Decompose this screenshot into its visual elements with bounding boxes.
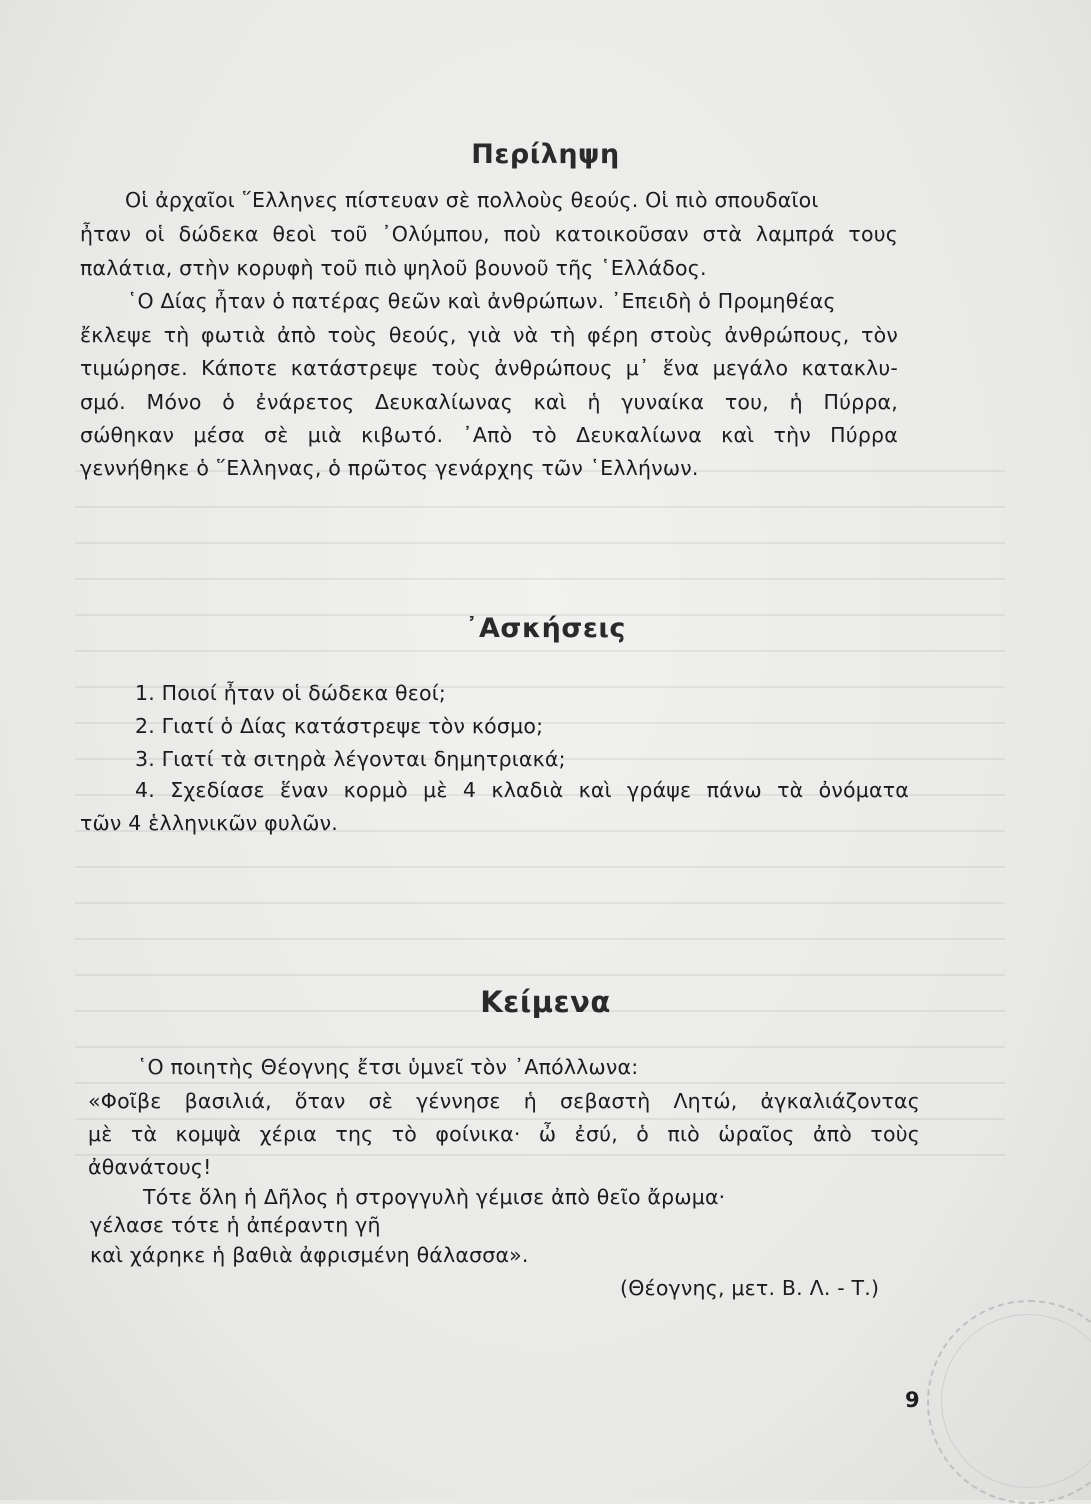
summary-line: ῾Ο Δίας ἦταν ὁ πατέρας θεῶν καὶ ἀνθρώπων. ᾽Επειδὴ ὁ Προμηθέας [127, 289, 836, 313]
exercise-item: 2. Γιατί ὁ Δίας κατάστρεψε τὸν κόσμο; [135, 714, 544, 738]
text-line: ῾Ο ποιητὴς Θέογνης ἔτσι ὑμνεῖ τὸν ᾽Απόλλωνα: [137, 1055, 639, 1079]
text-line: καὶ χάρηκε ἡ βαθιὰ ἀφρισμένη θάλασσα». [90, 1243, 529, 1267]
citation: (Θέογνης, μετ. Β. Λ. - Τ.) [620, 1276, 880, 1300]
summary-line: σμό. Μόνο ὁ ἐνάρετος Δευκαλίωνας καὶ ἡ γυναίκα του, ἡ Πύρρα, [80, 390, 898, 414]
library-stamp [927, 1300, 1091, 1504]
exercise-item: 4. Σχεδίασε ἕναν κορμὸ μὲ 4 κλαδιὰ καὶ γράψε πάνω τὰ ὀνόματα [135, 778, 909, 802]
exercise-item: 3. Γιατί τὰ σιτηρὰ λέγονται δημητριακά; [135, 747, 566, 771]
summary-line: σώθηκαν μέσα σὲ μιὰ κιβωτό. ᾽Απὸ τὸ Δευκαλίωνα καὶ τὴν Πύρρα [80, 423, 898, 447]
summary-line: Οἱ ἀρχαῖοι ῞Ελληνες πίστευαν σὲ πολλοὺς θεούς. Οἱ πιὸ σπουδαῖοι [125, 188, 819, 212]
texts-heading: Κείμενα [480, 985, 611, 1019]
text-line: μὲ τὰ κομψὰ χέρια της τὸ φοίνικα· ὦ ἐσύ, ὁ πιὸ ὡραῖος ἀπὸ τοὺς [88, 1122, 920, 1146]
text-line: ἀθανάτους! [88, 1155, 212, 1179]
exercises-heading: ᾽Ασκήσεις [465, 613, 626, 644]
summary-line: τιμώρησε. Κάποτε κατάστρεψε τοὺς ἀνθρώπους μ᾽ ἕνα μεγάλο κατακλυ- [80, 356, 898, 380]
summary-line: ἦταν οἱ δώδεκα θεοὶ τοῦ ᾽Ολύμπου, ποὺ κατοικοῦσαν στὰ λαμπρά τους [80, 222, 898, 246]
text-line: Τότε ὅλη ἡ Δῆλος ἡ στρογγυλὴ γέμισε ἀπὸ θεῖο ἄρωμα· [143, 1185, 726, 1209]
exercise-item-continuation: τῶν 4 ἑλληνικῶν φυλῶν. [80, 811, 339, 835]
summary-line: ἔκλεψε τὴ φωτιὰ ἀπὸ τοὺς θεούς, γιὰ νὰ τὴ φέρη στοὺς ἀνθρώπους, τὸν [80, 323, 898, 347]
summary-line: γεννήθηκε ὁ ῞Ελληνας, ὁ πρῶτος γενάρχης τῶν ῾Ελλήνων. [80, 456, 699, 480]
text-line: γέλασε τότε ἡ ἀπέραντη γῆ [90, 1213, 381, 1237]
text-line: «Φοῖβε βασιλιά, ὅταν σὲ γέννησε ἡ σεβαστὴ Λητώ, ἀγκαλιάζοντας [88, 1089, 920, 1113]
page-number: 9 [905, 1388, 920, 1412]
exercise-item: 1. Ποιοί ἦταν οἱ δώδεκα θεοί; [135, 681, 447, 705]
summary-line: παλάτια, στὴν κορυφὴ τοῦ πιὸ ψηλοῦ βουνοῦ τῆς ῾Ελλάδος. [80, 256, 707, 280]
summary-heading: Περίληψη [471, 139, 620, 170]
